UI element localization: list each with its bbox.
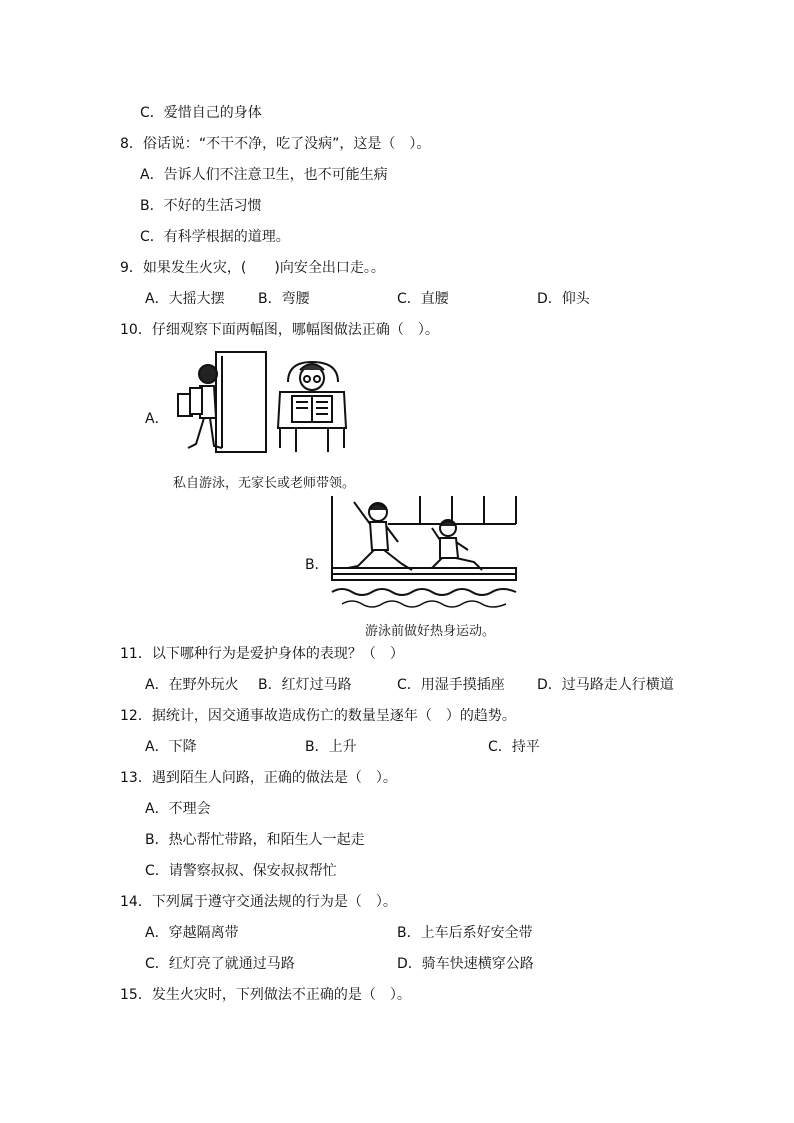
q9-option-c: C．直腰 bbox=[397, 291, 449, 307]
q13-option-c: C．请警察叔叔、保安叔叔帮忙 bbox=[145, 863, 337, 879]
q9-option-b: B．弯腰 bbox=[258, 291, 310, 307]
q8-option-b: B．不好的生活习惯 bbox=[140, 198, 262, 214]
q10-option-b-label: B． bbox=[305, 557, 329, 573]
door-shape bbox=[216, 352, 266, 452]
q8-option-c: C．有科学根据的道理。 bbox=[140, 229, 290, 245]
q11-option-b: B．红灯过马路 bbox=[258, 677, 352, 693]
q8-option-a: A．告诉人们不注意卫生，也不可能生病 bbox=[140, 167, 388, 183]
q9-stem: 9．如果发生火灾，( )向安全出口走。。 bbox=[120, 260, 385, 276]
q11-option-d: D．过马路走人行横道 bbox=[537, 677, 674, 693]
q14-option-a: A．穿越隔离带 bbox=[145, 925, 239, 941]
q10-stem: 10．仔细观察下面两幅图，哪幅图做法正确（ ）。 bbox=[120, 322, 439, 338]
q10-illustration-a bbox=[170, 348, 370, 464]
q13-option-a: A．不理会 bbox=[145, 801, 211, 817]
q14-option-b: B．上车后系好安全带 bbox=[397, 925, 533, 941]
q11-option-c: C．用湿手摸插座 bbox=[397, 677, 505, 693]
q11-stem: 11．以下哪种行为是爱护身体的表现？（ ） bbox=[120, 646, 404, 662]
q10-illustration-b bbox=[328, 492, 520, 612]
q13-option-b: B．热心帮忙带路，和陌生人一起走 bbox=[145, 832, 365, 848]
q9-option-a: A．大摇大摆 bbox=[145, 291, 225, 307]
q10-option-a-label: A． bbox=[145, 411, 169, 427]
q14-option-d: D．骑车快速横穿公路 bbox=[397, 956, 534, 972]
q14-stem: 14．下列属于遵守交通法规的行为是（ ）。 bbox=[120, 894, 397, 910]
q11-option-a: A．在野外玩火 bbox=[145, 677, 239, 693]
q9-option-d: D．仰头 bbox=[537, 291, 590, 307]
q12-option-a: A．下降 bbox=[145, 739, 197, 755]
q14-option-c: C．红灯亮了就通过马路 bbox=[145, 956, 295, 972]
q10-option-b-caption: 游泳前做好热身运动。 bbox=[365, 624, 496, 639]
q7-option-c: C．爱惜自己的身体 bbox=[140, 105, 262, 121]
q15-stem: 15．发生火灾时，下列做法不正确的是（ ）。 bbox=[120, 987, 411, 1003]
q13-stem: 13．遇到陌生人问路，正确的做法是（ ）。 bbox=[120, 770, 397, 786]
q8-stem: 8．俗话说：“不干不净，吃了没病”，这是（ ）。 bbox=[120, 136, 431, 152]
q10-option-a-caption: 私自游泳，无家长或老师带领。 bbox=[173, 476, 356, 491]
q12-option-b: B．上升 bbox=[305, 739, 357, 755]
q12-stem: 12．据统计，因交通事故造成伤亡的数量呈逐年（ ）的趋势。 bbox=[120, 708, 516, 724]
q12-option-c: C．持平 bbox=[488, 739, 540, 755]
